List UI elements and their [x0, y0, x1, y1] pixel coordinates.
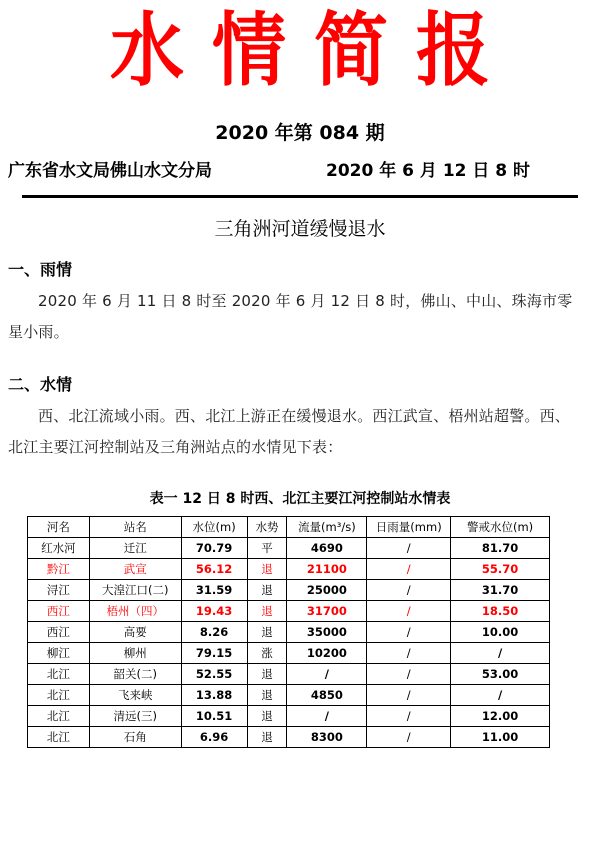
cell-flow: 10200 — [287, 643, 367, 664]
cell-station: 武宣 — [89, 559, 181, 580]
cell-warning: / — [451, 685, 550, 706]
cell-trend: 涨 — [247, 643, 287, 664]
cell-rain: / — [367, 580, 451, 601]
cell-warning: / — [451, 643, 550, 664]
cell-station: 迁江 — [89, 538, 181, 559]
masthead-char: 情 — [212, 4, 286, 98]
cell-trend: 退 — [247, 559, 287, 580]
table-row — [28, 580, 550, 601]
cell-rain: / — [367, 727, 451, 748]
cell-level: 6.96 — [181, 727, 247, 748]
cell-warning: 11.00 — [451, 727, 550, 748]
cell-flow: / — [287, 706, 367, 727]
masthead-title — [0, 4, 600, 98]
col-header-level: 水位(m) — [181, 517, 247, 538]
section-heading-rain: 一、雨情 — [8, 260, 73, 279]
cell-warning: 10.00 — [451, 622, 550, 643]
table-row — [28, 559, 550, 580]
cell-river: 北江 — [28, 685, 90, 706]
masthead-char: 水 — [110, 4, 184, 98]
col-header-river: 河名 — [28, 517, 90, 538]
report-date: 2020 年 6 月 12 日 8 时 — [326, 161, 531, 181]
rain-paragraph: 2020 年 6 月 11 日 8 时至 2020 年 6 月 12 日 8 时，佛山、中山、珠海市零星小雨。 — [8, 292, 573, 341]
table-row — [28, 622, 550, 643]
cell-river: 北江 — [28, 664, 90, 685]
cell-level: 79.15 — [181, 643, 247, 664]
table-row — [28, 706, 550, 727]
table-row — [28, 601, 550, 622]
cell-station: 梧州（四） — [89, 601, 181, 622]
cell-level: 52.55 — [181, 664, 247, 685]
cell-level: 10.51 — [181, 706, 247, 727]
cell-station: 清远(三) — [89, 706, 181, 727]
cell-level: 70.79 — [181, 538, 247, 559]
cell-river: 西江 — [28, 622, 90, 643]
water-paragraph: 西、北江流域小雨。西、北江上游正在缓慢退水。西江武宣、梧州站超警。西、北江主要江河控制站及三角洲站点的水情见下表： — [8, 407, 571, 456]
cell-level: 31.59 — [181, 580, 247, 601]
col-header-station: 站名 — [89, 517, 181, 538]
cell-level: 13.88 — [181, 685, 247, 706]
cell-river: 西江 — [28, 601, 90, 622]
col-header-flow: 流量(m³/s) — [287, 517, 367, 538]
cell-rain: / — [367, 664, 451, 685]
cell-rain: / — [367, 643, 451, 664]
table-caption: 表一 12 日 8 时西、北江主要江河控制站水情表 — [149, 491, 451, 507]
cell-flow: 8300 — [287, 727, 367, 748]
table-row — [28, 643, 550, 664]
cell-river: 浔江 — [28, 580, 90, 601]
cell-river: 红水河 — [28, 538, 90, 559]
col-header-rain: 日雨量(mm) — [367, 517, 451, 538]
table-row — [28, 664, 550, 685]
cell-level: 8.26 — [181, 622, 247, 643]
cell-rain: / — [367, 538, 451, 559]
cell-warning: 18.50 — [451, 601, 550, 622]
cell-trend: 退 — [247, 727, 287, 748]
cell-rain: / — [367, 685, 451, 706]
cell-trend: 退 — [247, 664, 287, 685]
cell-station: 高要 — [89, 622, 181, 643]
cell-flow: 25000 — [287, 580, 367, 601]
col-header-trend: 水势 — [247, 517, 287, 538]
cell-station: 飞来峡 — [89, 685, 181, 706]
cell-flow: 35000 — [287, 622, 367, 643]
cell-river: 北江 — [28, 706, 90, 727]
cell-river: 柳江 — [28, 643, 90, 664]
cell-level: 56.12 — [181, 559, 247, 580]
cell-trend: 退 — [247, 685, 287, 706]
table-header-row — [28, 517, 550, 538]
cell-trend: 退 — [247, 706, 287, 727]
cell-flow: 31700 — [287, 601, 367, 622]
cell-warning: 55.70 — [451, 559, 550, 580]
report-headline: 三角洲河道缓慢退水 — [214, 218, 386, 240]
cell-flow: 4850 — [287, 685, 367, 706]
cell-station: 石角 — [89, 727, 181, 748]
issue-number: 2020 年第 084 期 — [215, 122, 385, 144]
agency-name: 广东省水文局佛山水文分局 — [8, 161, 212, 181]
cell-station: 柳州 — [89, 643, 181, 664]
table-row — [28, 538, 550, 559]
cell-trend: 退 — [247, 601, 287, 622]
cell-trend: 退 — [247, 580, 287, 601]
cell-flow: / — [287, 664, 367, 685]
cell-station: 韶关(二) — [89, 664, 181, 685]
cell-river: 黔江 — [28, 559, 90, 580]
section-heading-water: 二、水情 — [8, 375, 73, 394]
cell-trend: 退 — [247, 622, 287, 643]
col-header-warning: 警戒水位(m) — [451, 517, 550, 538]
water-status-table — [27, 516, 550, 748]
cell-rain: / — [367, 622, 451, 643]
cell-flow: 21100 — [287, 559, 367, 580]
masthead-char: 简 — [314, 4, 388, 98]
cell-level: 19.43 — [181, 601, 247, 622]
cell-rain: / — [367, 559, 451, 580]
cell-flow: 4690 — [287, 538, 367, 559]
cell-station: 大湟江口(二) — [89, 580, 181, 601]
cell-river: 北江 — [28, 727, 90, 748]
masthead-char: 报 — [416, 4, 490, 98]
cell-rain: / — [367, 601, 451, 622]
cell-warning: 81.70 — [451, 538, 550, 559]
table-row — [28, 727, 550, 748]
cell-warning: 12.00 — [451, 706, 550, 727]
header-divider — [22, 195, 578, 198]
table-row — [28, 685, 550, 706]
cell-warning: 53.00 — [451, 664, 550, 685]
cell-trend: 平 — [247, 538, 287, 559]
cell-warning: 31.70 — [451, 580, 550, 601]
cell-rain: / — [367, 706, 451, 727]
